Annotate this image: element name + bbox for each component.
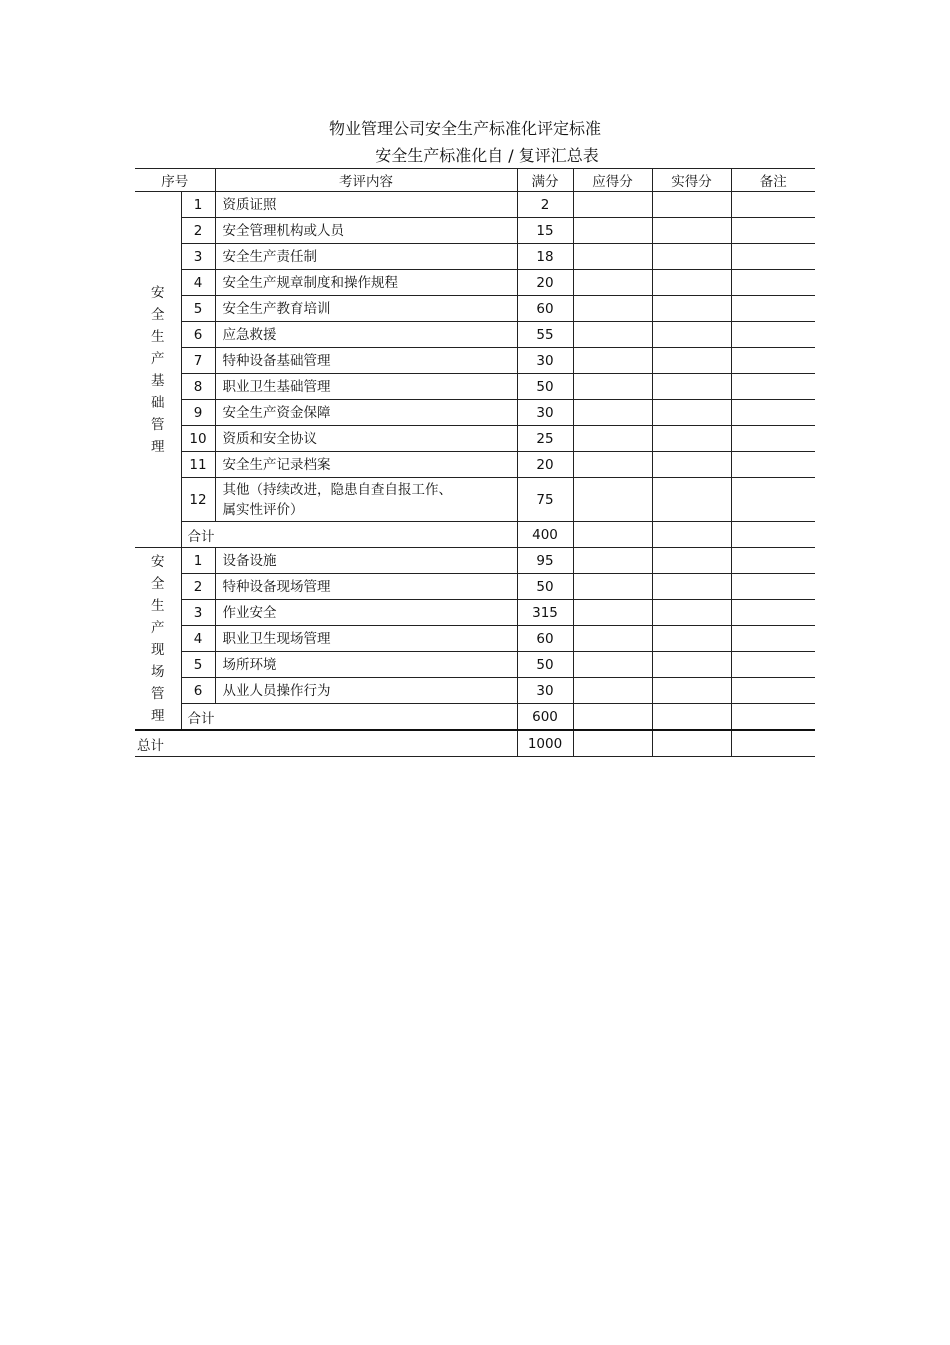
row-item: 资质证照	[215, 192, 517, 218]
grand-total-score: 1000	[517, 730, 573, 757]
subtotal-label: 合计	[181, 704, 517, 731]
row-full-score: 60	[517, 296, 573, 322]
row-full-score: 30	[517, 678, 573, 704]
row-item: 场所环境	[215, 652, 517, 678]
due-score-cell[interactable]	[573, 192, 652, 218]
remark-cell[interactable]	[731, 400, 815, 426]
grand-total-label: 总计	[135, 730, 517, 757]
subtotal-label: 合计	[181, 522, 517, 548]
row-item: 职业卫生现场管理	[215, 626, 517, 652]
actual-score-cell[interactable]	[652, 400, 731, 426]
remark-cell[interactable]	[731, 374, 815, 400]
remark-cell[interactable]	[731, 322, 815, 348]
row-number: 11	[181, 452, 215, 478]
due-score-cell[interactable]	[573, 400, 652, 426]
actual-score-cell[interactable]	[652, 192, 731, 218]
due-score-cell[interactable]	[573, 652, 652, 678]
remark-cell[interactable]	[731, 522, 815, 548]
header-item: 考评内容	[215, 169, 517, 192]
row-number: 1	[181, 192, 215, 218]
row-number: 1	[181, 548, 215, 574]
remark-cell[interactable]	[731, 678, 815, 704]
due-score-cell[interactable]	[573, 244, 652, 270]
row-full-score: 75	[517, 478, 573, 522]
row-full-score: 50	[517, 574, 573, 600]
row-item-line: 其他（持续改进，隐患自查自报工作、	[222, 481, 452, 498]
row-number: 7	[181, 348, 215, 374]
row-item: 设备设施	[215, 548, 517, 574]
row-number: 10	[181, 426, 215, 452]
table-header-row	[135, 169, 815, 192]
header-full-score: 满分	[517, 169, 573, 192]
due-score-cell[interactable]	[573, 374, 652, 400]
remark-cell[interactable]	[731, 652, 815, 678]
actual-score-cell[interactable]	[652, 574, 731, 600]
remark-cell[interactable]	[731, 600, 815, 626]
section-label-site-management: 安 全 生 产 现 场 管 理	[135, 548, 181, 731]
due-score-cell[interactable]	[573, 730, 652, 757]
row-full-score: 50	[517, 374, 573, 400]
table-row	[135, 192, 815, 218]
row-number: 3	[181, 244, 215, 270]
row-item: 安全生产资金保障	[215, 400, 517, 426]
remark-cell[interactable]	[731, 548, 815, 574]
remark-cell[interactable]	[731, 192, 815, 218]
row-number: 5	[181, 296, 215, 322]
table-row	[135, 600, 815, 626]
actual-score-cell[interactable]	[652, 652, 731, 678]
row-number: 12	[181, 478, 215, 522]
table-row	[135, 548, 815, 574]
table-row	[135, 296, 815, 322]
row-full-score: 95	[517, 548, 573, 574]
row-item: 安全管理机构或人员	[215, 218, 517, 244]
row-number: 6	[181, 678, 215, 704]
due-score-cell[interactable]	[573, 478, 652, 522]
row-full-score: 20	[517, 452, 573, 478]
remark-cell[interactable]	[731, 626, 815, 652]
remark-cell[interactable]	[731, 730, 815, 757]
row-number: 2	[181, 218, 215, 244]
row-item: 职业卫生基础管理	[215, 374, 517, 400]
actual-score-cell[interactable]	[652, 322, 731, 348]
table-row	[135, 574, 815, 600]
table-row	[135, 322, 815, 348]
document-title: 物业管理公司安全生产标准化评定标准	[328, 119, 601, 138]
table-row	[135, 374, 815, 400]
actual-score-cell[interactable]	[652, 704, 731, 731]
due-score-cell[interactable]	[573, 704, 652, 731]
subtotal-score: 600	[517, 704, 573, 731]
row-item: 安全生产责任制	[215, 244, 517, 270]
table-row	[135, 478, 815, 522]
remark-cell[interactable]	[731, 426, 815, 452]
subtotal-row	[135, 704, 815, 731]
due-score-cell[interactable]	[573, 296, 652, 322]
header-remark: 备注	[731, 169, 815, 192]
due-score-cell[interactable]	[573, 548, 652, 574]
row-item: 从业人员操作行为	[215, 678, 517, 704]
actual-score-cell[interactable]	[652, 426, 731, 452]
table-row	[135, 244, 815, 270]
table-row	[135, 218, 815, 244]
remark-cell[interactable]	[731, 244, 815, 270]
due-score-cell[interactable]	[573, 452, 652, 478]
row-number: 8	[181, 374, 215, 400]
row-number: 2	[181, 574, 215, 600]
header-actual-score: 实得分	[652, 169, 731, 192]
grand-total-row	[135, 730, 815, 757]
header-no: 序号	[135, 169, 215, 192]
row-full-score: 30	[517, 348, 573, 374]
remark-cell[interactable]	[731, 296, 815, 322]
row-full-score: 18	[517, 244, 573, 270]
actual-score-cell[interactable]	[652, 270, 731, 296]
table-row	[135, 270, 815, 296]
subtotal-row	[135, 522, 815, 548]
row-full-score: 30	[517, 400, 573, 426]
row-number: 9	[181, 400, 215, 426]
actual-score-cell[interactable]	[652, 730, 731, 757]
due-score-cell[interactable]	[573, 322, 652, 348]
remark-cell[interactable]	[731, 270, 815, 296]
row-full-score: 2	[517, 192, 573, 218]
row-full-score: 15	[517, 218, 573, 244]
remark-cell[interactable]	[731, 218, 815, 244]
table-row	[135, 652, 815, 678]
actual-score-cell[interactable]	[652, 296, 731, 322]
actual-score-cell[interactable]	[652, 548, 731, 574]
due-score-cell[interactable]	[573, 626, 652, 652]
due-score-cell[interactable]	[573, 678, 652, 704]
row-full-score: 50	[517, 652, 573, 678]
row-number: 6	[181, 322, 215, 348]
table-row	[135, 400, 815, 426]
remark-cell[interactable]	[731, 704, 815, 731]
actual-score-cell[interactable]	[652, 522, 731, 548]
section-label-basic-management: 安 全 生 产 基 础 管 理	[135, 192, 181, 548]
due-score-cell[interactable]	[573, 574, 652, 600]
actual-score-cell[interactable]	[652, 244, 731, 270]
remark-cell[interactable]	[731, 574, 815, 600]
due-score-cell[interactable]	[573, 218, 652, 244]
row-full-score: 60	[517, 626, 573, 652]
actual-score-cell[interactable]	[652, 678, 731, 704]
table-row	[135, 426, 815, 452]
remark-cell[interactable]	[731, 452, 815, 478]
row-number: 4	[181, 270, 215, 296]
subtotal-score: 400	[517, 522, 573, 548]
table-row	[135, 452, 815, 478]
actual-score-cell[interactable]	[652, 374, 731, 400]
header-due-score: 应得分	[573, 169, 652, 192]
row-number: 4	[181, 626, 215, 652]
actual-score-cell[interactable]	[652, 218, 731, 244]
row-item: 安全生产规章制度和操作规程	[215, 270, 517, 296]
due-score-cell[interactable]	[573, 522, 652, 548]
row-full-score: 20	[517, 270, 573, 296]
row-item: 特种设备现场管理	[215, 574, 517, 600]
row-full-score: 55	[517, 322, 573, 348]
row-item: 特种设备基础管理	[215, 348, 517, 374]
due-score-cell[interactable]	[573, 426, 652, 452]
row-item: 安全生产教育培训	[215, 296, 517, 322]
actual-score-cell[interactable]	[652, 478, 731, 522]
due-score-cell[interactable]	[573, 270, 652, 296]
actual-score-cell[interactable]	[652, 452, 731, 478]
actual-score-cell[interactable]	[652, 600, 731, 626]
table-row	[135, 678, 815, 704]
row-item: 应急救援	[215, 322, 517, 348]
row-item: 安全生产记录档案	[215, 452, 517, 478]
table-row	[135, 626, 815, 652]
row-number: 3	[181, 600, 215, 626]
row-item: 资质和安全协议	[215, 426, 517, 452]
row-full-score: 25	[517, 426, 573, 452]
document-subtitle: 安全生产标准化自 / 复评汇总表	[375, 146, 599, 165]
actual-score-cell[interactable]	[652, 348, 731, 374]
due-score-cell[interactable]	[573, 348, 652, 374]
row-item	[215, 478, 517, 522]
actual-score-cell[interactable]	[652, 626, 731, 652]
row-number: 5	[181, 652, 215, 678]
due-score-cell[interactable]	[573, 600, 652, 626]
row-item: 作业安全	[215, 600, 517, 626]
remark-cell[interactable]	[731, 348, 815, 374]
summary-table	[135, 168, 815, 757]
row-item-line: 属实性评价）	[222, 501, 304, 518]
table-row	[135, 348, 815, 374]
remark-cell[interactable]	[731, 478, 815, 522]
row-full-score: 315	[517, 600, 573, 626]
